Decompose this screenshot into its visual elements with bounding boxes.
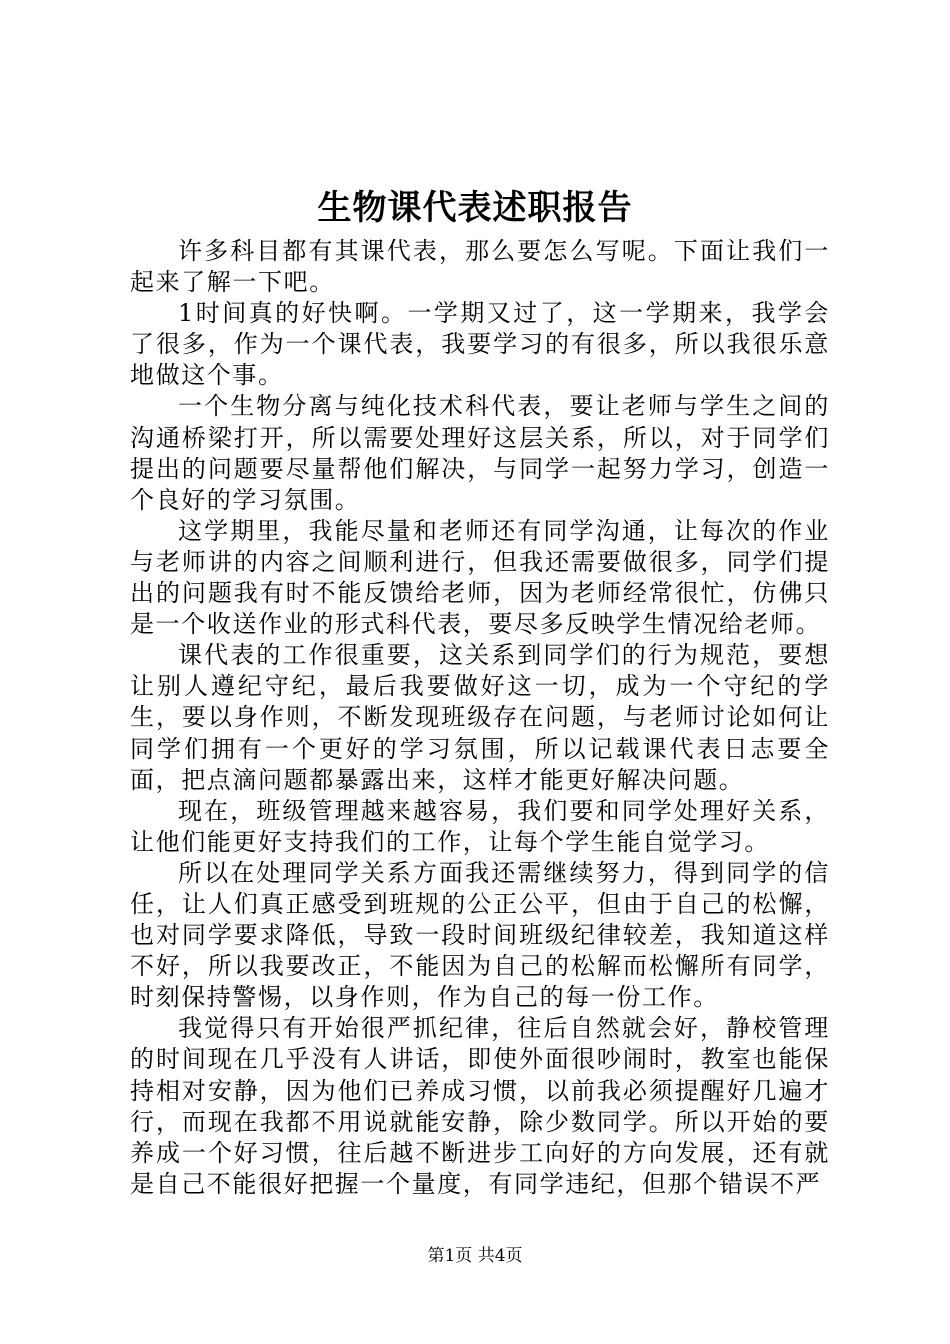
paragraph: 现在，班级管理越来越容易，我们要和同学处理好关系，让他们能更好支持我们的工作，让每个学生能自觉学习。 [130,796,830,856]
paragraph: 1时间真的好快啊。一学期又过了，这一学期来，我学会了很多，作为一个课代表，我要学习的有很多，所以我很乐意地做这个事。 [130,299,830,390]
page-number-footer: 第1页 共4页 [427,1246,523,1266]
paragraph: 所以在处理同学关系方面我还需继续努力，得到同学的信任，让人们真正感受到班规的公正公平，但由于自己的松懈，也对同学要求降低，导致一段时间班级纪律较差，我知道这样不好，所以我要改正，不能因为自己的松解而松懈所有同学，时刻保持警惕，以身作则，作为自己的每一份工作。 [130,858,830,1012]
paragraph: 这学期里，我能尽量和老师还有同学沟通，让每次的作业与老师讲的内容之间顺利进行，但我还需要做很多，同学们提出的问题我有时不能反馈给老师，因为老师经常很忙，仿佛只是一个收送作业的形式科代表，要尽多反映学生情况给老师。 [130,516,830,639]
document-title: 生物课代表述职报告 [317,188,633,228]
paragraph: 一个生物分离与纯化技术科代表，要让老师与学生之间的沟通桥梁打开，所以需要处理好这层关系，所以，对于同学们提出的问题要尽量帮他们解决，与同学一起努力学习，创造一个良好的学习氛围。 [130,392,830,514]
paragraph: 我觉得只有开始很严抓纪律，往后自然就会好，静校管理的时间现在几乎没有人讲话，即使外面很吵闹时，教室也能保持相对安静，因为他们已养成习惯，以前我必须提醒好几遍才行，而现在我都不用说就能安静，除少数同学。所以开始的要养成一个好习惯，往后越不断进步工向好的方向发展，还有就是自己不能很好把握一个量度，有同学违纪，但那个错误不严 [130,1014,830,1198]
paragraph: 课代表的工作很重要，这关系到同学们的行为规范，要想让别人遵纪守纪，最后我要做好这一切，成为一个守纪的学生，要以身作则，不断发现班级存在问题，与老师讨论如何让同学们拥有一个更好的学习氛围，所以记载课代表日志要全面，把点滴问题都暴露出来，这样才能更好解决问题。 [130,641,830,794]
document-body [130,236,830,1200]
paragraph: 许多科目都有其课代表，那么要怎么写呢。下面让我们一起来了解一下吧。 [130,237,830,297]
